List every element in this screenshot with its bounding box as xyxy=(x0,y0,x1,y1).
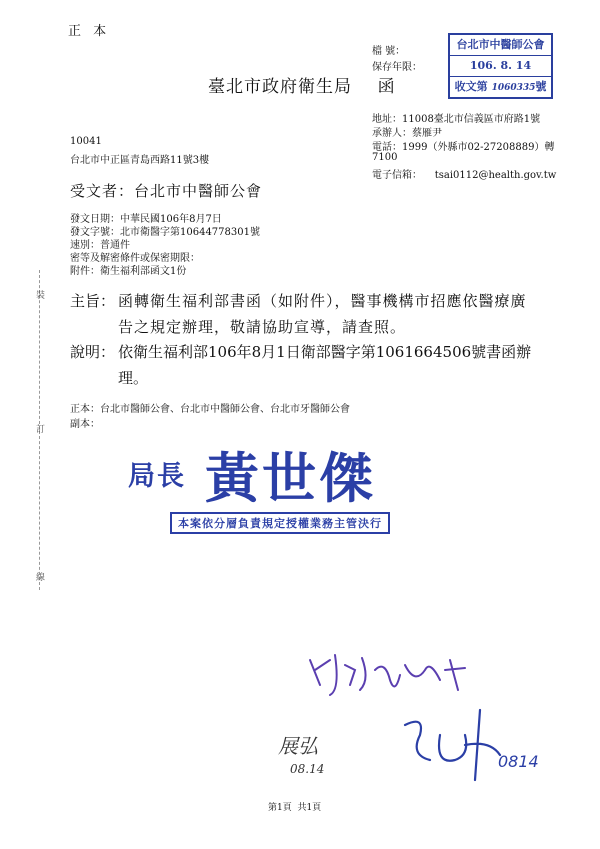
handwritten-signature-bottom xyxy=(395,705,545,785)
handwritten-signature-top xyxy=(300,640,480,710)
recipient: 受文者：台北市中醫師公會 xyxy=(70,182,263,200)
subject-line-1: 函轉衛生福利部書函（如附件），醫事機構市招應依醫療廣 xyxy=(118,292,527,310)
issue-number: 發文字號：北市衛醫字第10644778301號 xyxy=(70,227,260,238)
director-seal xyxy=(120,436,410,541)
sender-phone-line1: 電話：1999（外縣市02-27208889）轉 xyxy=(372,142,555,153)
explanation-label: 說明： xyxy=(70,343,116,361)
delegation-stamp: 本案依分層負責規定授權業務主管決行 xyxy=(170,512,390,534)
retention-label: 保存年限： xyxy=(372,62,422,73)
distribution-copy: 副本： xyxy=(70,419,100,430)
receipt-stamp-number xyxy=(450,77,551,97)
receipt-stamp-recv-suffix: 號 xyxy=(535,80,547,93)
annotation-note-a: 展弘 xyxy=(278,734,318,758)
director-title: 局長 xyxy=(128,461,186,492)
distribution-original: 正本：台北市醫師公會、台北市中醫師公會、台北市牙醫師公會 xyxy=(70,404,350,415)
document-title: 臺北市政府衛生局 函 xyxy=(208,77,396,97)
receipt-stamp-org: 台北市中醫師公會 xyxy=(450,35,551,56)
receipt-stamp xyxy=(448,33,553,99)
explanation-line-1: 依衛生福利部106年8月1日衛部醫字第1061664506號書函辦 xyxy=(118,343,532,361)
security-level: 密等及解密條件或保密期限： xyxy=(70,253,200,264)
director-name: 黃世傑 xyxy=(205,447,376,510)
page-number: 第1頁 共1頁 xyxy=(268,803,322,813)
recipient-street-address: 台北市中正區青島西路11號3樓 xyxy=(70,155,210,166)
file-number-label: 檔 號： xyxy=(372,46,406,57)
explanation-line-2: 理。 xyxy=(118,369,149,387)
subject-line-2: 告之規定辦理，敬請協助宣導，請查照。 xyxy=(118,318,407,336)
sender-address: 地址：11008臺北市信義區市府路1號 xyxy=(372,114,541,125)
receipt-stamp-recv-no: 1060335 xyxy=(491,83,536,93)
document-copy-label: 正 本 xyxy=(68,24,111,39)
sender-email: 電子信箱： tsai0112@health.gov.tw xyxy=(372,170,557,181)
subject-label: 主旨： xyxy=(70,292,116,310)
issue-date: 發文日期：中華民國106年8月7日 xyxy=(70,214,222,225)
recipient-postal-code: 10041 xyxy=(70,136,102,147)
annotation-note-a-date: 08.14 xyxy=(290,762,325,776)
attachment: 附件：衛生福利部函文1份 xyxy=(70,266,187,277)
sender-phone-line2: 7100 xyxy=(372,152,398,163)
binding-mark-ding: 訂 xyxy=(36,425,46,435)
receipt-stamp-recv-label: 收文第 xyxy=(454,80,488,93)
sender-handler: 承辦人：蔡雁尹 xyxy=(372,128,442,139)
binding-mark-zhuang: 裝 xyxy=(36,291,46,301)
receipt-stamp-date: 106. 8. 14 xyxy=(450,56,551,77)
annotation-date-b: 0814 xyxy=(498,752,539,771)
binding-mark-xian: 線 xyxy=(36,573,46,583)
delivery-speed: 速別：普通件 xyxy=(70,240,130,251)
